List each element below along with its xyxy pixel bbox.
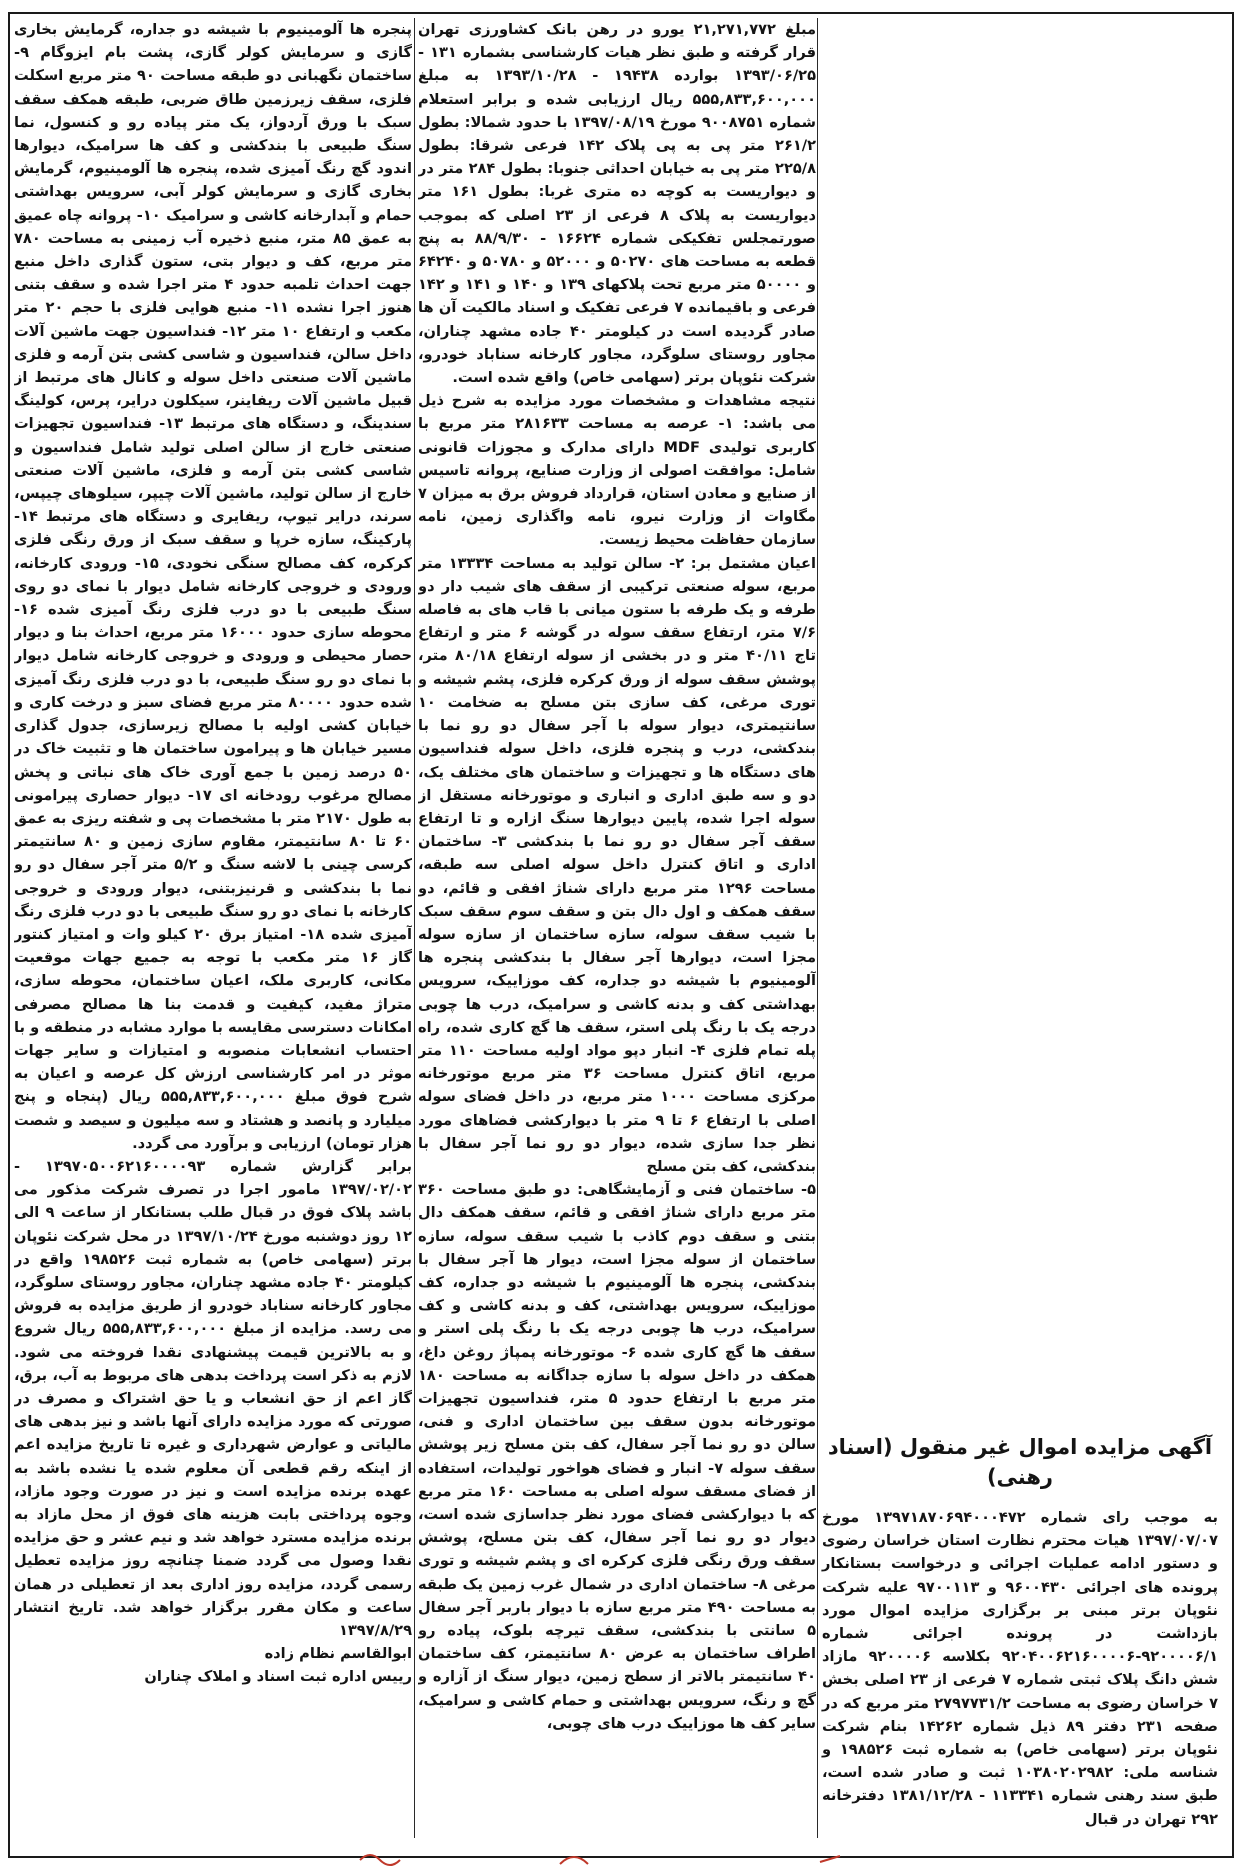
inspection-results-paragraph: نتیجه مشاهدات و مشخصات مورد مزایده به شرح ذیل می باشد: ۱- عرصه به مساحت ۲۸۱۶۳۳ متر مربع با کاربری تولیدی MDF دارای مدارک و مجوزات قانونی شامل: موافقت اصولی از وزارت صنایع، پروانه تاسیس از صنایع و معادن استان، قرارداد فروش برق به میزان ۷ مگاوات از وزارت نیرو، نامه واگذاری زمین، نامه سازمان حفاظت محیط زیست. xyxy=(418,392,816,549)
facilities-paragraph: پنجره ها آلومینیوم با شیشه دو جداره، گرمایش بخاری گازی و سرمایش کولر گازی، پشت بام ایزوگام ۹- ساختمان نگهبانی دو طبقه مساحت ۹۰ متر مربع اسکلت فلزی، سقف زیرزمین طاق ضربی، طبقه همکف سقف سبک با ورق آردواز، یک متر پیاده رو و کنسول، نما سنگ طبیعی با بندکشی و کف ها سرامیک، دیوارها اندود گچ رنگ آمیزی شده، پنجره ها آلومینیوم، گرمایش بخاری گازی و سرمایش کولر آبی، سرویس بهداشتی حمام و آبدارخانه کاشی و سرامیک ۱۰- پروانه چاه عمیق به عمق ۸۵ متر، منبع ذخیره آب زمینی به مساحت ۷۸۰ متر مربع، کف و دیوار بتی، ستون گذاری داخل منبع جهت احداث تلمبه حدود ۴ متر اجرا شده و سقف بتنی هنوز اجرا نشده ۱۱- منبع هوایی فلزی با حجم ۲۰ متر مکعب و ارتفاع ۱۰ متر ۱۲- فنداسیون جهت ماشین آلات داخل سالن، فنداسیون و شاسی کشی بتن آرمه و فلزی ماشین آلات صنعتی داخل سوله و کانال های مرتبط از قبیل ماشین آلات ریفاینر، سیکلون درایر، پرس، کولینگ سندینگ، و دستگاه های مرتبط ۱۳- فنداسیون تجهیزات صنعتی خارج از سالن اصلی تولید شامل فنداسیون و شاسی کشی بتن آرمه و فلزی، ماشین آلات صنعتی خارج از سالن تولید، ماشین آلات چیپر، سیلوهای چیپس، سرند، درایر تیوپ، ریفایری و دستگاه های مرتبط ۱۴- پارکینگ، سازه خرپا و سقف سبک از ورق رنگی فلزی کرکره، کف مصالح سنگی نخودی، ۱۵- ورودی کارخانه، ورودی و خروجی کارخانه شامل دیوار با نمای دو روی سنگ طبیعی با دو درب فلزی رنگ آمیزی شده ۱۶- محوطه سازی حدود ۱۶۰۰۰ متر مربع، احداث بنا و دیوار حصار محیطی و ورودی و خروجی کارخانه شامل دیوار با نمای دو رو سنگ طبیعی، با دو درب فلزی رنگ آمیزی شده حدود ۸۰۰۰۰ متر مربع فضای سبز و درخت کاری و خیابان کشی اولیه با مصالح زیرسازی، جدول گذاری مسیر خیابان ها و پیرامون ساختمان ها و تثبیت خاک در ۵۰ درصد زمین با جمع آوری خاک های نباتی و پخش مصالح مرغوب رودخانه ای ۱۷- دیوار حصاری پیرامونی به طول ۲۱۷۰ متر با مشخصات پی و شفته ریزی به عمق ۶۰ تا ۸۰ سانتیمتر، مقاوم سازی زمین و ۸۰ سانتیمتر کرسی چینی با لاشه سنگ و ۵/۲ متر آجر سفال دو رو نما با بندکشی و قرنیزبتنی، دیوار ورودی و خروجی کارخانه با نمای دو رو سنگ طبیعی با دو درب فلزی رنگ آمیزی شده ۱۸- امتیاز برق ۲۰ کیلو وات و امتیاز کنتور گاز ۱۶ متر مکعب با توجه به جمیع جهات موقعیت مکانی، کاربری ملک، اعیان ساختمان، محوطه سازی، متراژ مفید، کیفیت و قدمت بنا ها مصالح مصرفی امکانات دسترسی مقایسه با موارد مشابه در منطقه و با احتساب انشعابات منصوبه و امتیازات و سایر جهات موثر در امر کارشناسی ارزش کل عرصه و اعیان به شرح فوق مبلغ ۵۵۵,۸۳۳,۶۰۰,۰۰۰ ریال (پنجاه و پنج میلیارد و پانصد و هشتاد و سه میلیون و سیصد و شصت هزار تومان) ارزیابی و برآورد می گردد. xyxy=(14,21,412,1152)
left-column xyxy=(14,18,412,1858)
column-divider xyxy=(817,18,818,1838)
signatory-role: رییس اداره ثبت اسناد و املاک چناران xyxy=(144,1668,412,1686)
signatory-name: ابوالقاسم نظام زاده xyxy=(264,1645,412,1663)
buildings-paragraph: اعیان مشتمل بر: ۲- سالن تولید به مساحت ۱۳۳۳۴ متر مربع، سوله صنعتی ترکیبی از سقف های شیب دار دو طرفه و یک طرفه با ستون میانی با قاب های به فاصله ۷/۶ متر، ارتفاع سقف سوله در گوشه ۶ متر و ارتفاع تاج ۴۰/۱۱ متر و در بخشی از سوله ارتفاع ۸۰/۱۸ متر، پوشش سقف سوله از ورق کرکره فلزی، پشم شیشه و توری مرغی، کف سازی بتن مسلح به ضخامت ۱۰ سانتیمتری، دیوار سوله با آجر سفال دو رو نما با بندکشی، درب و پنجره فلزی، داخل سوله فنداسیون های دستگاه ها و تجهیزات و ساختمان های مختلف یک، دو و سه طبق اداری و انباری و موتورخانه مستقل از سوله اجرا شده، پایین دیوارها سنگ ازاره و تا ارتفاع سقف آجر سفال دو رو نما با بندکشی ۳- ساختمان اداری و اتاق کنترل داخل سوله اصلی سه طبقه، مساحت ۱۲۹۶ متر مربع دارای شناژ افقی و قائم، دو سقف همکف و اول دال بتن و سقف سوم سقف سبک با شیب سقف سوله، سازه ساختمان از سازه سوله مجزا است، دیوارها آجر سفال با بندکشی پنجره ها آلومینیوم با شیشه دو جداره، کف موزاییک، سرویس بهداشتی کف و بدنه کاشی و سرامیک، درب ها چوبی درجه یک با رنگ پلی استر، سقف ها گچ کاری شده، راه پله تمام فلزی ۴- انبار دپو مواد اولیه مساحت ۱۱۰ متر مربع، اتاق کنترل مساحت ۳۶ متر مربع موتورخانه مرکزی مساحت ۱۰۰۰ متر مربع، در داخل فضای سوله اصلی با ارتفاع ۶ تا ۹ متر با دیوارکشی فضاهای مورد نظر جدا سازی شده، دیوار دو رو نما آجر سفال با بندکشی، کف بتن مسلح xyxy=(418,554,816,1175)
auction-terms-paragraph: برابر گزارش شماره ۱۳۹۷۰۵۰۰۶۲۱۶۰۰۰۰۹۳ - ۱۳۹۷/۰۲/۰۲ مامور اجرا در تصرف شرکت مذکور می باشد پلاک فوق در قبال طلب بستانکار از ساعت ۹ الی ۱۲ روز دوشنبه مورخ ۱۳۹۷/۱۰/۲۴ در محل شرکت نئوپان برتر (سهامی خاص) به شماره ثبت ۱۹۸۵۲۶ واقع در کیلومتر ۴۰ جاده مشهد چناران، مجاور روستای سلوگرد، مجاور کارخانه سناباد خودرو از طریق مزایده به فروش می رسد. مزایده از مبلغ ۵۵۵,۸۳۳,۶۰۰,۰۰۰ ریال شروع و به بالاترین قیمت پیشنهادی نقدا فروخته می شود. لازم به ذکر است پرداخت بدهی های مربوط به آب، برق، گاز اعم از حق انشعاب و یا حق اشتراک و مصرف در صورتی که مورد مزایده دارای آنها باشد و نیز بدهی های مالیاتی و عوارض شهرداری و غیره تا تاریخ مزایده اعم از اینکه رقم قطعی آن معلوم شده یا نشده باشد به عهده برنده مزایده است و نیز در صورت وجود مازاد، وجوه پرداختی بابت هزینه های فوق از محل مازاد به برنده مزایده مسترد خواهد شد و نیم عشر و حق مزایده نقدا وصول می گردد ضمنا چنانچه روز مزایده تعطیل رسمی گردد، مزایده روز اداری بعد از تعطیلی در همان ساعت و مکان مقرر برگزار خواهد شد. تاریخ انتشار ۱۳۹۷/۸/۲۹ xyxy=(14,1157,412,1640)
notice-title: آگهی مزایده اموال غیر منقول (اسناد رهنی) xyxy=(827,1435,1213,1489)
notice-intro-paragraph: به موجب رای شماره ۱۳۹۷۱۸۷۰۶۹۴۰۰۰۴۷۲ مورخ ۱۳۹۷/۰۷/۰۷ هیات محترم نظارت استان خراسان رضوی و دستور ادامه عملیات اجرائی و درخواست بستانکار پرونده های اجرائی ۹۶۰۰۴۳۰ و ۹۷۰۰۱۱۳ علیه شرکت نئوپان برتر مبنی بر برگزاری مزایده اموال مورد بازداشت در پرونده اجرائی شماره ۹۲۰۰۰۰۶/۱-۹۲۰۴۰۰۶۲۱۶۰۰۰۰۶ بکلاسه ۹۲۰۰۰۰۶ مازاد شش دانگ پلاک ثبتی شماره ۷ فرعی از ۲۳ اصلی بخش ۷ خراسان رضوی به مساحت ۲۷۹۷۷۳۱/۲ متر مربع که در صفحه ۲۳۱ دفتر ۸۹ ذیل شماره ۱۴۲۶۲ بنام شرکت نئوپان برتر (سهامی خاص) به شماره ثبت ۱۹۸۵۲۶ و شناسه ملی: ۱۰۳۸۰۲۰۲۹۸۲ ثبت و صادر شده است، طبق سند رهنی شماره ۱۱۳۳۴۱ - ۱۳۸۱/۱۲/۲۸ دفترخانه ۲۹۲ تهران در قبال xyxy=(822,1509,1219,1828)
column-divider xyxy=(414,18,415,1838)
property-description-paragraph: مبلغ ۲۱,۲۷۱,۷۷۲ یورو در رهن بانک کشاورزی تهران قرار گرفته و طبق نظر هیات کارشناسی بشماره ۱۳۱ - ۱۳۹۳/۰۶/۲۵ بوارده ۱۹۴۳۸ - ۱۳۹۳/۱۰/۲۸ به مبلغ ۵۵۵,۸۳۳,۶۰۰,۰۰۰ ریال ارزیابی شده و برابر استعلام شماره ۹۰۰۸۷۵۱ مورخ ۱۳۹۷/۰۸/۱۹ با حدود شمالا: بطول ۲۶۱/۲ متر پی به پی پلاک ۱۴۲ فرعی شرقا: بطول ۲۲۵/۸ متر پی به خیابان احداثی جنوبا: بطول ۲۸۴ متر در و دیواریست به کوچه ده متری غربا: بطول ۱۶۱ متر دیواریست به پلاک ۸ فرعی از ۲۳ اصلی که بموجب صورتمجلس تفکیکی شماره ۱۶۶۲۴ - ۸۸/۹/۳۰ به پنج قطعه به مساحت های ۵۰۲۷۰ و ۵۲۰۰۰ و ۵۰۷۸۰ و ۶۴۲۴۰ و ۵۰۰۰۰ متر مربع تحت پلاکهای ۱۳۹ و ۱۴۰ و ۱۴۱ و ۱۴۲ فرعی و باقیمانده ۷ فرعی تفکیک و اسناد مالکیت آن ها صادر گردیده است در کیلومتر ۴۰ جاده مشهد چناران، مجاور روستای سلوگرد، مجاور کارخانه سناباد خودرو، شرکت نئوپان برتر (سهامی خاص) واقع شده است. xyxy=(418,21,816,387)
middle-column xyxy=(418,18,816,1858)
handwritten-mark xyxy=(0,1842,1244,1874)
technical-buildings-paragraph: ۵- ساختمان فنی و آزمایشگاهی: دو طبق مساحت ۳۶۰ متر مربع دارای شناژ افقی و قائم، سقف همکف دال بتنی و سقف دوم کاذب با شیب سقف سوله، سازه ساختمان از سوله مجزا است، دیوار ها آجر سفال با بندکشی، پنجره ها آلومینیوم با شیشه دو جداره، کف موزاییک، سرویس بهداشتی، کف و بدنه کاشی و کف سرامیک، درب ها چوبی درجه یک با رنگ پلی استر و سقف ها گچ کاری شده ۶- موتورخانه پمپاژ روغن داغ، همکف در داخل سوله با سازه جداگانه به مساحت ۱۸۰ متر مربع با ارتفاع حدود ۵ متر، فنداسیون تجهیزات موتورخانه بدون سقف بین ساختمان اداری و فنی، سالن دو رو نما آجر سفال، کف بتن مسلح زیر پوشش سقف سوله ۷- انبار و فضای هواخور تولیدات، استفاده از فضای مسقف سوله اصلی به مساحت ۱۶۰ متر مربع که با دیوارکشی فضای مورد نظر جداسازی شده است، دیوار دو رو نما آجر سفال، کف بتن مسلح، پوشش سقف ورق رنگی فلزی کرکره ای و پشم شیشه و توری مرغی ۸- ساختمان اداری در شمال غرب زمین یک طبقه به مساحت ۴۹۰ متر مربع سازه با دیوار باربر آجر سفال ۵ سانتی با بندکشی، سقف تیرچه بلوک، پیاده رو اطراف ساختمان به عرض ۸۰ سانتیمتر، کف ساختمان ۴۰ سانتیمتر بالاتر از سطح زمین، دیوار سنگ از آزاره و گچ و رنگ، سرویس بهداشتی و حمام کاشی و سرامیک، سایر کف ها موزاییک درب های چوبی، xyxy=(418,1181,816,1732)
